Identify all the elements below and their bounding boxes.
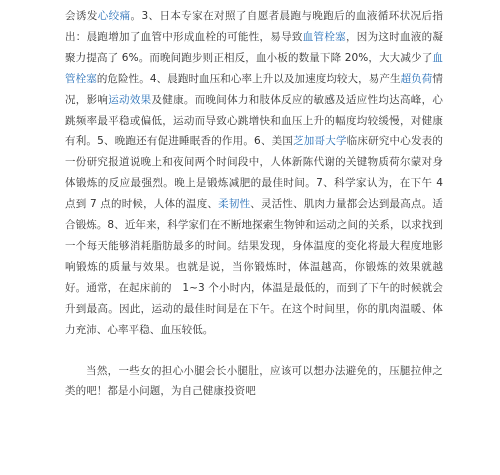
- paragraph-text: 当然，一些女的担心小腿会长小腿肚，应该可以想办法避免的，压腿拉伸之类的吧！都是小问题，为自己健康投资吧: [65, 364, 443, 398]
- paragraph-text: ，因为这时血液的凝聚力提高了 6%。而晚间跑步则正相反，血小板的数量下降 20%，大大减少了: [65, 30, 443, 64]
- keyword-link[interactable]: 血管栓塞: [65, 51, 443, 85]
- paragraph-text: 。3、日本专家在对照了自愿者晨跑与晚跑后的血液循环状况后指出：晨跑增加了血管中形成血栓的可能性，易导致: [65, 10, 443, 43]
- paragraph-text: 的危险性。4、晨跑时血压和心率上升以及加速度均较大，易产生: [96, 72, 401, 85]
- paragraph-text: 情况，影响: [65, 72, 443, 106]
- keyword-link[interactable]: 芝加哥大学: [293, 135, 347, 148]
- paragraph-text: 及健康。而晚间体力和肢体反应的敏感及适应性均达高峰，心跳频率最平稳或偏低，运动而导致心跳增快和血压上升的幅度均较缓慢，对健康有利。5、晚跑还有促进睡眠香的作用。6、美国: [65, 93, 444, 148]
- keyword-link[interactable]: 血管栓塞: [302, 30, 346, 43]
- keyword-link[interactable]: 超负荷: [400, 72, 433, 85]
- paragraph-text: 临床研究中心发表的一份研究报道说晚上和夜间两个时间段中，人体新陈代谢的关键物质荷尔蒙对身体锻炼的反应最强烈。晚上是锻炼减肥的最佳时间。7、科学家认为，在下午 4 点到 7 点的时候，人体的温度、: [65, 135, 443, 211]
- keyword-link[interactable]: 运动效果: [108, 93, 152, 106]
- article-paragraph-1: [65, 6, 443, 341]
- keyword-link[interactable]: 心绞痛: [97, 10, 131, 22]
- keyword-link[interactable]: 柔韧性: [218, 198, 251, 211]
- paragraph-text: 会诱发: [65, 10, 98, 22]
- article-paragraph-2: [65, 361, 443, 403]
- paragraph-text: 、灵活性、肌肉力量都会达到最高点。适合锻炼。8、近年来，科学家们在不断地探索生物钟和运动之间的关系，以求找到一个每天能够消耗脂肪最多的时间。结果发现，身体温度的变化将最大程度地影响锻炼的质量与效果。也就是说，当你锻炼时，体温越高，你锻炼的效果就越好。通常，在起床前的 1~3 个小时内，体温是最低的，而到了下午的时候就会升到最高。因此，运动的最佳时间是在下午。在这个时间里，你的肌肉温暖、体力充沛、心率平稳、血压较低。: [65, 198, 443, 336]
